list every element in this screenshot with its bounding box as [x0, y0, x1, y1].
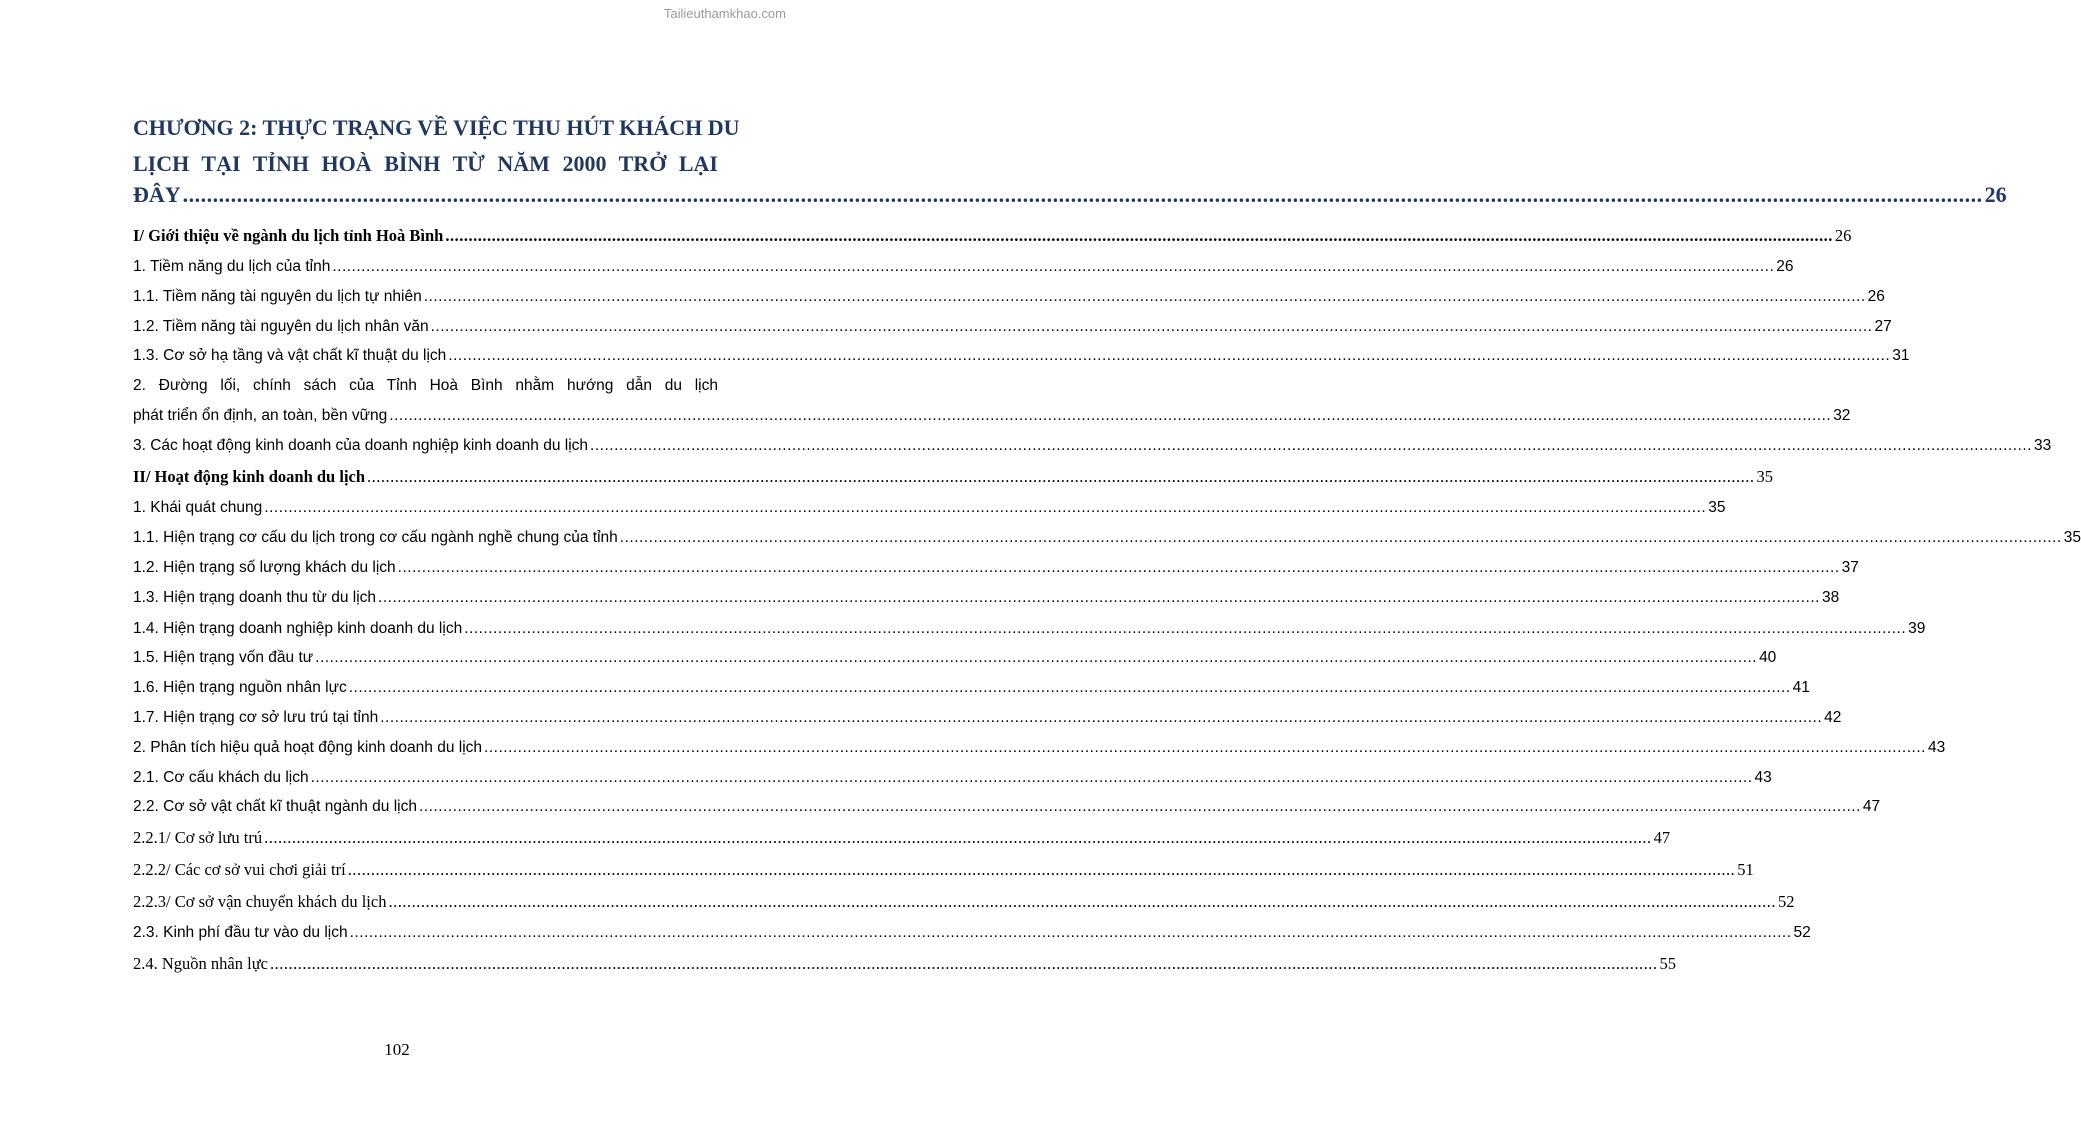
- toc-leader-dots: ............................................................................................................................................................................................................................................................................................................: [484, 739, 1926, 756]
- toc-entry-page: 55: [1659, 954, 1676, 973]
- toc-leader-dots: ............................................................................................................................................................................................................................................................................................................: [378, 589, 1820, 606]
- toc-entry-text: 1.7. Hiện trạng cơ sở lưu trú tại tỉnh: [133, 709, 379, 726]
- toc-entry-text: 2.3. Kinh phí đầu tư vào du lịch: [133, 924, 348, 941]
- toc-entry-page: 52: [1777, 892, 1795, 911]
- toc-entry-text: 1.4. Hiện trạng doanh nghiệp kinh doanh du lịch: [133, 620, 463, 637]
- toc-entry-section-1[interactable]: [133, 226, 1852, 246]
- toc-entry-page: 40: [1759, 649, 1777, 666]
- toc-entry-page: 42: [1824, 709, 1842, 726]
- toc-entry-text: 2.2.3/ Cơ sở vận chuyển khách du lịch: [133, 892, 387, 911]
- toc-entry-page: 35: [1708, 499, 1726, 516]
- toc-entry-page: 43: [1927, 739, 1946, 756]
- toc-leader-dots: ............................................................................................................................................................................................................................................................................................................: [310, 769, 1753, 786]
- toc-leader-dots: ............................................................................................................................................................................................................................................................................................................: [445, 226, 1833, 245]
- toc-entry[interactable]: [133, 892, 1795, 912]
- toc-leader-dots: ............................................................................................................................................................................................................................................................................................................: [315, 649, 1758, 666]
- toc-entry[interactable]: [133, 620, 1926, 638]
- toc-entry-page: 32: [1833, 407, 1851, 424]
- toc-entry[interactable]: [133, 954, 1676, 974]
- toc-entry[interactable]: [133, 924, 1811, 942]
- toc-entry[interactable]: [133, 499, 1726, 517]
- toc-entry-text: 1.6. Hiện trạng nguồn nhân lực: [133, 679, 347, 696]
- toc-entry-text: 1.2. Hiện trạng số lượng khách du lịch: [133, 559, 396, 576]
- toc-entry-page: 51: [1737, 860, 1754, 879]
- toc-entry-page: 35: [1756, 467, 1774, 486]
- toc-leader-dots: ............................................................................................................................................................................................................................................................................................................: [269, 954, 1658, 973]
- toc-entry-page: 41: [1792, 679, 1810, 696]
- toc-entry-text: 2.4. Nguồn nhân lực: [133, 954, 268, 973]
- toc-entry-chapter-2[interactable]: [133, 182, 2007, 208]
- toc-entry[interactable]: [133, 529, 2081, 547]
- toc-entry-text: 3. Các hoạt động kinh doanh của doanh nghiệp kinh doanh du lịch: [133, 437, 589, 454]
- toc-entry-text: 1.5. Hiện trạng vốn đầu tư: [133, 649, 314, 666]
- toc-entry-wrapped-line-1[interactable]: 2. Đường lối, chính sách của Tỉnh Hoà Bình nhằm hướng dẫn du lịch: [133, 377, 718, 394]
- toc-entry-page: 26: [1867, 288, 1885, 305]
- toc-entry[interactable]: [133, 559, 1859, 577]
- toc-entry[interactable]: [133, 739, 1946, 757]
- toc-entry-text: 1. Khái quát chung: [133, 499, 263, 516]
- toc-entry-page: 33: [2033, 437, 2052, 454]
- toc-entry[interactable]: [133, 258, 1794, 276]
- toc-entry-page: 47: [1862, 798, 1881, 815]
- toc-entry[interactable]: [133, 407, 1851, 425]
- toc-entry-text: 2.2.1/ Cơ sở lưu trú: [133, 828, 263, 847]
- toc-entry[interactable]: [133, 347, 1910, 365]
- toc-leader-dots: ............................................................................................................................................................................................................................................................................................................: [397, 559, 1840, 576]
- toc-leader-dots: ............................................................................................................................................................................................................................................................................................................: [347, 860, 1736, 879]
- toc-leader-dots: ............................................................................................................................................................................................................................................................................................................: [182, 182, 1983, 207]
- toc-entry-text: phát triển ổn định, an toàn, bền vững: [133, 407, 388, 424]
- toc-entry[interactable]: [133, 589, 1840, 607]
- toc-leader-dots: ............................................................................................................................................................................................................................................................................................................: [419, 798, 1861, 815]
- toc-entry-text: 2.1. Cơ cấu khách du lịch: [133, 769, 309, 786]
- toc-entry-text: 1.3. Hiện trạng doanh thu từ du lịch: [133, 589, 377, 606]
- toc-leader-dots: ............................................................................................................................................................................................................................................................................................................: [590, 437, 2032, 454]
- toc-entry-text: II/ Hoạt động kinh doanh du lịch: [133, 467, 366, 486]
- page-number: 102: [384, 1040, 410, 1059]
- toc-entry-page: 37: [1841, 559, 1859, 576]
- toc-entry-page: 47: [1653, 828, 1671, 847]
- toc-entry-page: 43: [1754, 769, 1772, 786]
- toc-leader-dots: ............................................................................................................................................................................................................................................................................................................: [448, 347, 1891, 364]
- toc-entry[interactable]: [133, 798, 1881, 816]
- toc-entry-page: 38: [1821, 589, 1840, 606]
- toc-leader-dots: ............................................................................................................................................................................................................................................................................................................: [423, 288, 1866, 305]
- chapter-heading-line-1: CHƯƠNG 2: THỰC TRẠNG VỀ VIỆC THU HÚT KHÁCH DU: [133, 115, 740, 140]
- toc-entry-text: I/ Giới thiệu về ngành du lịch tỉnh Hoà Bình: [133, 226, 444, 245]
- toc-entry-page: 39: [1908, 620, 1926, 637]
- toc-entry-text: 2.2.2/ Các cơ sở vui chơi giải trí: [133, 860, 346, 879]
- toc-leader-dots: ............................................................................................................................................................................................................................................................................................................: [349, 924, 1792, 941]
- toc-entry-page: 26: [1834, 226, 1852, 245]
- toc-entry[interactable]: [133, 709, 1842, 727]
- toc-entry[interactable]: [133, 288, 1885, 306]
- toc-entry-page: 27: [1874, 318, 1892, 335]
- chapter-heading: [133, 110, 740, 182]
- toc-leader-dots: ............................................................................................................................................................................................................................................................................................................: [619, 529, 2062, 546]
- toc-leader-dots: ............................................................................................................................................................................................................................................................................................................: [388, 892, 1776, 911]
- toc-leader-dots: ............................................................................................................................................................................................................................................................................................................: [264, 828, 1652, 847]
- toc-entry-text: 1. Tiềm năng du lịch của tỉnh: [133, 258, 331, 275]
- toc-entry-text: 2.2. Cơ sở vật chất kĩ thuật ngành du lịch: [133, 798, 417, 815]
- toc-entry-text: 2. Phân tích hiệu quả hoạt động kinh doanh du lịch: [133, 739, 483, 756]
- chapter-heading-line-2: LỊCH TẠI TỈNH HOÀ BÌNH TỪ NĂM 2000 TRỞ LẠI: [133, 151, 718, 176]
- toc-entry-text: 1.3. Cơ sở hạ tầng và vật chất kĩ thuật du lịch: [133, 347, 447, 364]
- toc-entry-text: 1.2. Tiềm năng tài nguyên du lịch nhân văn: [133, 318, 429, 335]
- toc-entry-page: 52: [1793, 924, 1811, 941]
- toc-entry-page: 31: [1892, 347, 1910, 364]
- toc-entry-text: 1.1. Tiềm năng tài nguyên du lịch tự nhiên: [133, 288, 422, 305]
- toc-leader-dots: ............................................................................................................................................................................................................................................................................................................: [348, 679, 1791, 696]
- toc-entry[interactable]: [133, 318, 1892, 336]
- toc-leader-dots: ............................................................................................................................................................................................................................................................................................................: [264, 499, 1707, 516]
- toc-leader-dots: ............................................................................................................................................................................................................................................................................................................: [389, 407, 1832, 424]
- toc-entry[interactable]: [133, 860, 1754, 880]
- toc-entry[interactable]: [133, 649, 1777, 667]
- toc-leader-dots: ............................................................................................................................................................................................................................................................................................................: [380, 709, 1823, 726]
- toc-entry[interactable]: [133, 828, 1671, 848]
- toc-leader-dots: ............................................................................................................................................................................................................................................................................................................: [430, 318, 1873, 335]
- toc-entry-page: 26: [1984, 182, 2007, 207]
- toc-leader-dots: ............................................................................................................................................................................................................................................................................................................: [332, 258, 1775, 275]
- toc-leader-dots: ............................................................................................................................................................................................................................................................................................................: [464, 620, 1907, 637]
- toc-entry[interactable]: [133, 769, 1772, 787]
- toc-entry[interactable]: [133, 679, 1810, 697]
- toc-entry-section-2[interactable]: [133, 467, 1774, 487]
- toc-entry-text: 1.1. Hiện trạng cơ cấu du lịch trong cơ cấu ngành nghề chung của tỉnh: [133, 529, 618, 546]
- watermark: Tailieuthamkhao.com: [663, 6, 786, 21]
- toc-entry-text: ĐÂY: [133, 182, 181, 207]
- toc-entry[interactable]: [133, 437, 2052, 455]
- toc-entry-page: 35: [2063, 529, 2081, 546]
- toc-entry-page: 26: [1776, 258, 1794, 275]
- toc-leader-dots: ............................................................................................................................................................................................................................................................................................................: [367, 467, 1755, 486]
